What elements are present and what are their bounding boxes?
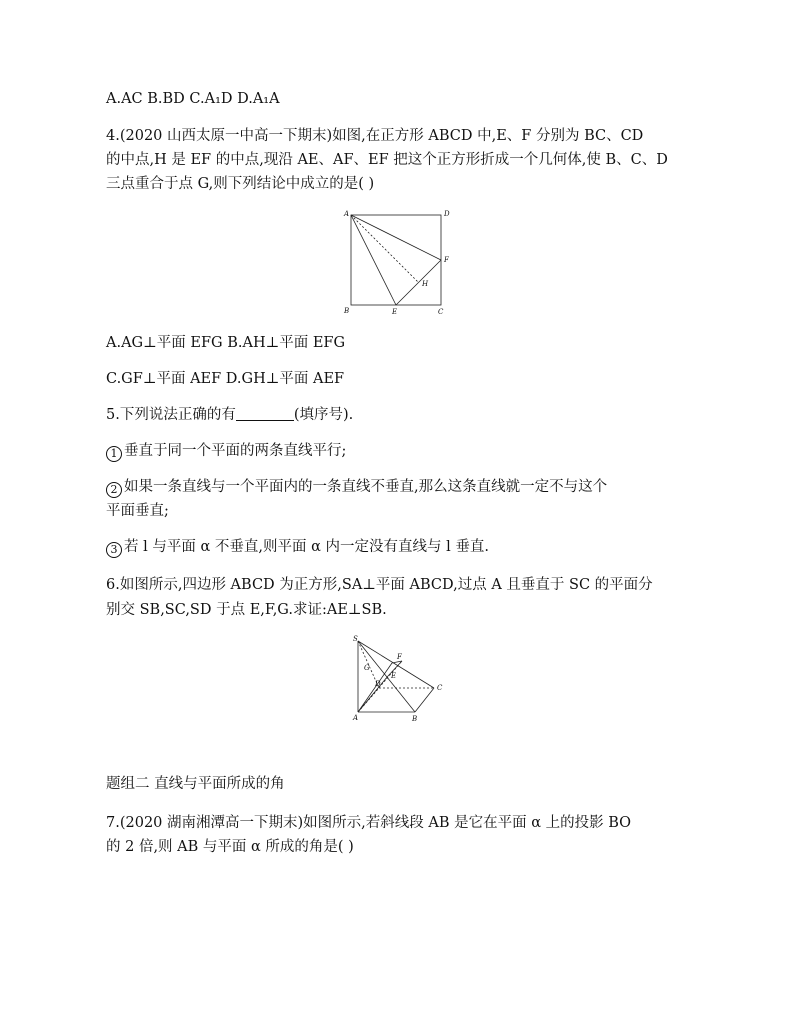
q4-options-cd: C.GF⊥平面 AEF D.GH⊥平面 AEF (106, 371, 345, 387)
label-h: H (422, 280, 429, 288)
label-c: C (437, 684, 443, 692)
label-e: E (391, 672, 397, 680)
q4-stem-line2: 的中点,H 是 EF 的中点,现沿 AE、AF、EF 把这个正方形折成一个几何体,使 B、C、D (106, 152, 668, 168)
label-f: F (444, 256, 449, 264)
label-e: E (392, 308, 398, 316)
q5-stem-before: 5.下列说法正确的有 (106, 407, 236, 423)
label-s: S (353, 635, 358, 643)
section-heading: 题组二 直线与平面所成的角 (106, 776, 285, 792)
circled-number-1: 1 (106, 446, 122, 462)
q5-statement-2-cont: 平面垂直; (106, 503, 169, 519)
label-d: D (375, 680, 381, 688)
label-f: F (397, 653, 402, 661)
label-a: A (353, 714, 359, 722)
label-b: B (412, 715, 418, 723)
q5-stem-after: (填序号). (293, 407, 354, 423)
segment-ae (358, 676, 388, 712)
label-a: A (344, 210, 350, 218)
q4-stem-line1: 4.(2020 山西太原一中高一下期末)如图,在正方形 ABCD 中,E、F 分别为 BC、CD (106, 128, 644, 144)
q4-options-ab: A.AG⊥平面 EFG B.AH⊥平面 EFG (106, 335, 346, 351)
edge-bc (415, 688, 434, 712)
circled-number-2: 2 (106, 482, 122, 498)
circled-number-3: 3 (106, 542, 122, 558)
label-d: D (444, 210, 450, 218)
q5-statement-2-text: 如果一条直线与一个平面内的一条直线不垂直,那么这条直线就一定不与这个 (124, 479, 608, 495)
q5-statement-3-text: 若 l 与平面 α 不垂直,则平面 α 内一定没有直线与 l 垂直. (124, 539, 489, 555)
q5-statement-1-text: 垂直于同一个平面的两条直线平行; (124, 443, 347, 459)
q6-stem-line2: 别交 SB,SC,SD 于点 E,F,G.求证:AE⊥SB. (106, 602, 387, 618)
q4-stem-line3: 三点重合于点 G,则下列结论中成立的是( ) (106, 176, 375, 192)
label-c: C (438, 308, 444, 316)
q7-stem-line1: 7.(2020 湖南湘潭高一下期末)如图所示,若斜线段 AB 是它在平面 α 上的投影 BO (106, 815, 632, 831)
label-g: G (364, 664, 370, 672)
q3-options: A.AC B.BD C.A₁D D.A₁A (106, 91, 280, 107)
label-b: B (344, 307, 350, 315)
q6-stem-line1: 6.如图所示,四边形 ABCD 为正方形,SA⊥平面 ABCD,过点 A 且垂直于 SC 的平面分 (106, 577, 653, 593)
q7-stem-line2: 的 2 倍,则 AB 与平面 α 所成的角是( ) (106, 839, 354, 855)
